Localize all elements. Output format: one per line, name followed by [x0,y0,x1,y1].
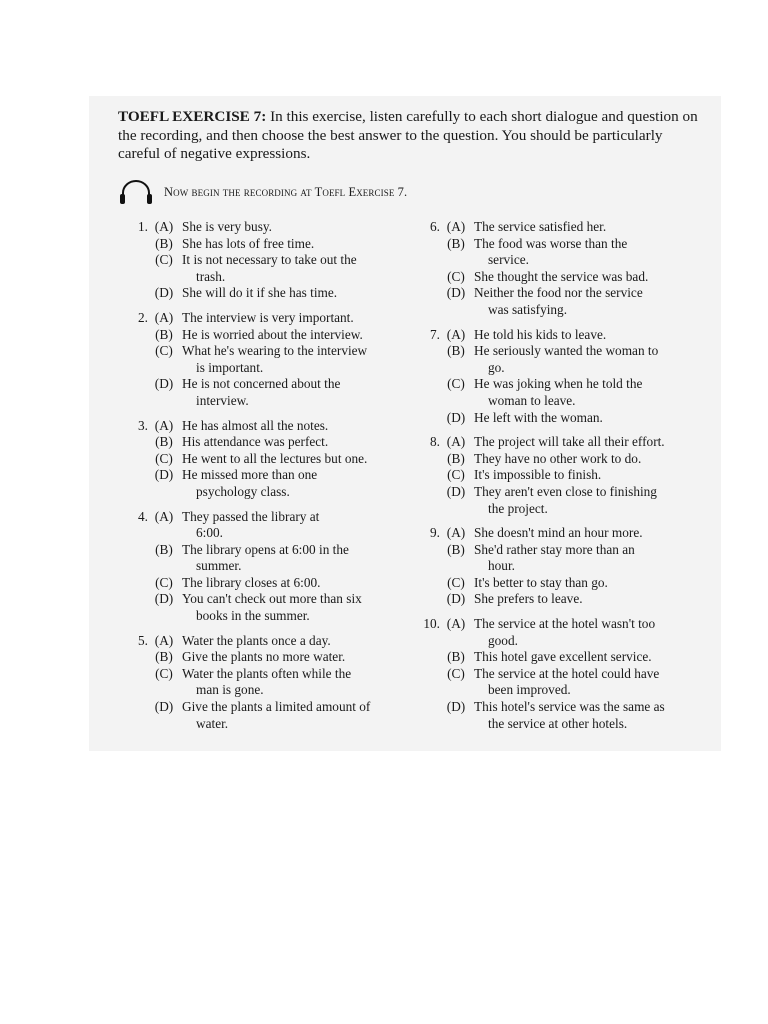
question-number [113,376,150,409]
answer-option[interactable] [416,219,716,236]
option-text [178,252,403,285]
option-line-continued: 6:00. [196,525,223,541]
answer-option[interactable] [113,434,403,451]
question-number [416,285,442,318]
question-number: 10. [423,616,440,632]
question-number: 3. [138,417,148,433]
answer-option[interactable] [416,434,716,451]
option-text [470,434,716,451]
option-line: The library closes at 6:00. [182,574,321,590]
answer-option[interactable] [416,327,716,344]
option-line: He is worried about the interview. [182,326,363,342]
option-letter: (C) [447,574,465,590]
option-text [470,575,716,592]
option-line: She has lots of free time. [182,235,315,251]
answer-option[interactable] [416,699,716,732]
option-letter: (A) [154,417,174,433]
option-line: The service at the hotel could have [474,665,660,681]
instructions-text: In this exercise, listen carefully to each short dialogue and question on the recording, and then choose the best answer to the question. You should be particularly careful of negative expressions. [118,108,698,163]
question-5 [113,633,403,733]
answer-option[interactable] [416,484,716,517]
option-line: He went to all the lectures but one. [182,450,368,466]
option-line: What he's wearing to the interview [182,343,368,359]
option-line: The food was worse than the [474,235,628,251]
option-text [178,467,403,500]
option-line: He was joking when he told the [474,376,643,392]
question-number: 4. [138,508,148,524]
answer-option[interactable] [416,649,716,666]
option-letter: (D) [154,467,174,483]
exercise-title: TOEFL EXERCISE 7: [118,108,267,125]
option-text [470,616,716,649]
option-line: You can't check out more than six [182,591,362,607]
question-number: 1. [138,219,148,234]
option-text [178,285,403,302]
option-line: Give the plants a limited amount of [182,699,371,715]
option-text [470,699,716,732]
answer-option[interactable] [416,285,716,318]
option-letter: (C) [447,268,465,284]
option-line-continued: woman to leave. [488,392,576,408]
option-letter: (B) [447,343,465,359]
question-number: 8. [430,434,440,450]
answer-option[interactable] [113,649,403,666]
option-line: This hotel gave excellent service. [474,649,652,665]
question-number [416,269,442,286]
answer-option[interactable] [416,376,716,409]
option-line-continued: service. [488,252,529,268]
option-line: She doesn't mind an hour more. [474,525,643,541]
answer-option[interactable] [416,236,716,269]
option-letter: (C) [447,467,465,483]
answer-option[interactable] [416,542,716,575]
option-line: He missed more than one [182,467,318,483]
option-letter: (C) [155,665,173,681]
question-number [416,699,442,732]
option-letter: (B) [155,649,173,665]
answer-option[interactable] [416,575,716,592]
answer-option[interactable] [416,269,716,286]
question-number [113,575,150,592]
option-line: The project will take all their effort. [474,434,665,450]
option-letter: (C) [155,343,173,359]
option-text [178,542,403,575]
question-number [113,591,150,624]
answer-option[interactable] [416,451,716,468]
option-text [178,575,403,592]
option-line: Give the plants no more water. [182,649,346,665]
question-6 [416,219,716,319]
option-text [470,591,716,608]
option-text [178,509,403,542]
question-number [113,451,150,468]
option-line: They passed the library at [182,508,320,524]
question-10 [416,616,716,732]
headphones-icon [118,178,154,206]
question-number [416,649,442,666]
answer-option[interactable] [113,575,403,592]
option-text [470,542,716,575]
option-text [178,591,403,624]
option-letter: (B) [447,649,465,665]
question-number: 9. [430,525,440,541]
option-line: They have no other work to do. [474,450,642,466]
option-line-continued: go. [488,359,505,375]
option-letter: (A) [154,309,174,325]
question-number [416,376,442,409]
question-9 [416,525,716,608]
recording-text: Now begin the recording at Toefl Exercise 7. [164,184,408,199]
question-number [113,252,150,285]
question-number [416,343,442,376]
option-line-continued: man is gone. [196,682,264,698]
question-number [416,575,442,592]
option-line-continued: summer. [196,558,242,574]
option-line: She thought the service was bad. [474,268,649,284]
option-line: The interview is very important. [182,309,354,325]
answer-option[interactable] [113,236,403,253]
question-number: 2. [138,309,148,325]
question-number: 7. [430,326,440,342]
option-line: She prefers to leave. [474,591,583,607]
answer-option[interactable] [113,699,403,732]
option-letter: (B) [447,235,465,251]
question-number [416,666,442,699]
option-text [178,418,403,435]
answer-option[interactable] [113,666,403,699]
question-8 [416,434,716,517]
option-line: He seriously wanted the woman to [474,343,659,359]
option-letter: (D) [154,699,174,715]
option-line: It's impossible to finish. [474,467,602,483]
option-text [178,327,403,344]
option-line-continued: water. [196,715,229,731]
option-letter: (C) [155,450,173,466]
option-letter: (D) [446,409,466,425]
option-text [470,666,716,699]
option-letter: (B) [155,541,173,557]
question-number [416,542,442,575]
question-number [113,699,150,732]
question-number [113,467,150,500]
option-letter: (D) [154,376,174,392]
question-number [416,451,442,468]
option-letter: (C) [155,574,173,590]
option-text [470,269,716,286]
question-7 [416,327,716,427]
option-line-continued: trash. [196,268,226,284]
option-text [178,649,403,666]
answer-option[interactable] [113,633,403,650]
option-line-continued: books in the summer. [196,608,310,624]
question-number [113,666,150,699]
question-number: 5. [138,632,148,648]
option-letter: (D) [154,591,174,607]
option-text [178,310,403,327]
option-letter: (A) [446,434,466,450]
answer-option[interactable] [113,509,403,542]
option-line: She is very busy. [182,219,272,234]
option-letter: (B) [447,450,465,466]
option-text [178,219,403,236]
option-letter: (D) [446,591,466,607]
option-line: This hotel's service was the same as [474,699,665,715]
question-3 [113,418,403,501]
question-number [113,542,150,575]
option-text [178,666,403,699]
option-letter: (B) [155,326,173,342]
answer-option[interactable] [113,591,403,624]
option-text [470,376,716,409]
option-text [178,236,403,253]
question-number [113,285,150,302]
option-text [470,467,716,484]
answer-option[interactable] [416,467,716,484]
answer-option[interactable] [416,591,716,608]
questions-left-column [113,219,403,740]
answer-option[interactable] [113,542,403,575]
option-text [178,633,403,650]
question-2 [113,310,403,410]
option-line-continued: been improved. [488,682,571,698]
answer-option[interactable] [416,343,716,376]
option-letter: (C) [155,252,173,268]
answer-option[interactable] [113,418,403,435]
option-line: They aren't even close to finishing [474,483,657,499]
option-letter: (A) [446,616,466,632]
option-line-continued: interview. [196,392,249,408]
option-line: He is not concerned about the [182,376,341,392]
option-text [178,699,403,732]
option-line-continued: the service at other hotels. [488,715,628,731]
option-line: Water the plants often while the [182,665,352,681]
recording-note [118,178,518,206]
option-letter: (A) [154,508,174,524]
option-line-continued: hour. [488,558,515,574]
option-letter: (D) [154,285,174,301]
question-1 [113,219,403,302]
question-number [416,236,442,269]
option-line: It is not necessary to take out the [182,252,357,268]
option-text [470,484,716,517]
option-text [178,434,403,451]
question-number [113,649,150,666]
question-number [416,591,442,608]
question-4 [113,509,403,625]
option-line: His attendance was perfect. [182,434,329,450]
option-text [470,327,716,344]
option-letter: (B) [447,541,465,557]
answer-option[interactable] [113,285,403,302]
option-letter: (A) [446,326,466,342]
option-text [470,285,716,318]
answer-option[interactable] [113,343,403,376]
answer-option[interactable] [416,525,716,542]
option-line-continued: was satisfying. [488,301,568,317]
option-letter: (D) [446,699,466,715]
answer-option[interactable] [113,252,403,285]
option-line: It's better to stay than go. [474,574,608,590]
option-text [178,451,403,468]
option-line-continued: good. [488,632,518,648]
answer-option[interactable] [416,616,716,649]
question-number [113,343,150,376]
answer-option[interactable] [113,451,403,468]
option-text [470,410,716,427]
option-line: He left with the woman. [474,409,603,425]
option-line: Water the plants once a day. [182,632,331,648]
option-text [178,376,403,409]
option-letter: (B) [155,434,173,450]
option-text [178,343,403,376]
answer-option[interactable] [113,327,403,344]
option-letter: (A) [446,525,466,541]
option-letter: (C) [447,665,465,681]
exercise-instructions [118,108,708,164]
option-line-continued: psychology class. [196,483,290,499]
answer-option[interactable] [113,467,403,500]
answer-option[interactable] [113,376,403,409]
option-line: Neither the food nor the service [474,285,643,301]
option-line: She'd rather stay more than an [474,541,635,557]
option-line: The library opens at 6:00 in the [182,541,349,557]
option-letter: (A) [154,632,174,648]
option-text [470,236,716,269]
answer-option[interactable] [113,219,403,236]
question-number [113,327,150,344]
questions-right-column [416,219,716,740]
option-line: She will do it if she has time. [182,285,338,301]
question-number [113,236,150,253]
option-text [470,219,716,236]
option-letter: (A) [154,219,174,234]
option-text [470,343,716,376]
option-line-continued: the project. [488,500,548,516]
option-line: The service at the hotel wasn't too [474,616,656,632]
option-letter: (A) [446,219,466,234]
answer-option[interactable] [113,310,403,327]
option-line: He told his kids to leave. [474,326,607,342]
option-letter: (C) [447,376,465,392]
option-line: He has almost all the notes. [182,417,329,433]
answer-option[interactable] [416,410,716,427]
question-number [113,434,150,451]
question-number [416,484,442,517]
option-text [470,649,716,666]
option-letter: (D) [446,483,466,499]
option-line-continued: is important. [196,359,264,375]
answer-option[interactable] [416,666,716,699]
question-number [416,410,442,427]
question-number [416,467,442,484]
option-line: The service satisfied her. [474,219,607,234]
option-letter: (B) [155,235,173,251]
option-letter: (D) [446,285,466,301]
option-text [470,525,716,542]
question-number: 6. [430,219,440,234]
option-text [470,451,716,468]
